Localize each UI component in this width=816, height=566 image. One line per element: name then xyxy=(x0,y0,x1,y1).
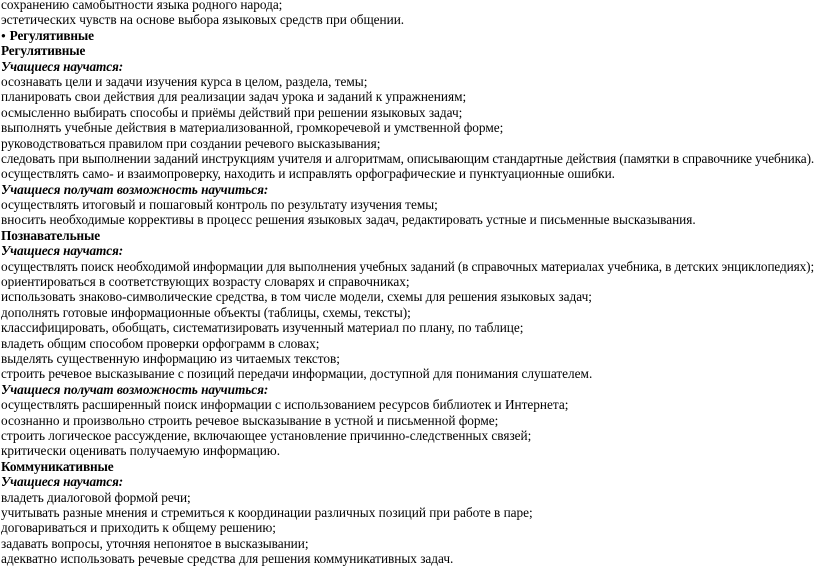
text-line: осознавать цели и задачи изучения курса в целом, раздела, темы; xyxy=(1,73,368,89)
text-line: вносить необходимые коррективы в процесс решения языковых задач, редактировать устные и письменные высказывания. xyxy=(1,212,696,228)
bullet-heading: ● Регулятивные xyxy=(0,28,816,43)
text-line: договариваться и приходить к общему решению; xyxy=(1,520,276,536)
subheading: Учащиеся научатся: xyxy=(1,243,124,259)
subheading: Учащиеся научатся: xyxy=(1,58,124,74)
text-line: владеть общим способом проверки орфограмм в словах; xyxy=(1,335,320,351)
text-line: осознанно и произвольно строить речевое высказывание в устной и письменной форме; xyxy=(1,412,499,428)
text-line: выполнять учебные действия в материализованной, громкоречевой и умственной форме; xyxy=(1,120,504,136)
text-line: критически оценивать получаемую информацию. xyxy=(1,443,280,459)
text-line: выделять существенную информацию из читаемых текстов; xyxy=(1,350,340,366)
text-line: осуществлять само- и взаимопроверку, находить и исправлять орфографические и пунктуационные ошибки. xyxy=(1,166,615,182)
subheading: Учащиеся получат возможность научиться: xyxy=(1,181,269,197)
text-line: осмысленно выбирать способы и приёмы действий при решении языковых задач; xyxy=(1,104,463,120)
text-line: эстетических чувств на основе выбора языковых средств при общении. xyxy=(1,12,405,28)
text-line: дополнять готовые информационные объекты (таблицы, схемы, тексты); xyxy=(1,304,411,320)
subheading: Учащиеся научатся: xyxy=(1,474,124,490)
text-line: учитывать разные мнения и стремиться к координации различных позиций при работе в паре; xyxy=(1,504,533,520)
section-heading: Регулятивные xyxy=(1,43,86,59)
text-line: осуществлять расширенный поиск информации с использованием ресурсов библиотек и Интернета; xyxy=(1,397,569,413)
text-line: классифицировать, обобщать, систематизировать изученный материал по плану, по таблице; xyxy=(1,320,524,336)
text-line: осуществлять поиск необходимой информации для выполнения учебных заданий (в справочных материалах учебника, в детских энциклопедиях); xyxy=(1,258,815,274)
text-line: использовать знаково-символические средства, в том числе модели, схемы для решения языковых задач; xyxy=(1,289,592,305)
text-line: задавать вопросы, уточняя непонятое в высказывании; xyxy=(1,535,309,551)
text-line: руководствоваться правилом при создании речевого высказывания; xyxy=(1,135,381,151)
text-line: планировать свои действия для реализации задач урока и заданий к упражнениям; xyxy=(1,89,467,105)
text-line: следовать при выполнении заданий инструкциям учителя и алгоритмам, описывающим стандартные действия (памятки в справочнике учебника). xyxy=(1,150,815,166)
text-line: адекватно использовать речевые средства для решения коммуникативных задач. xyxy=(1,551,454,566)
subheading: Учащиеся получат возможность научиться: xyxy=(1,381,269,397)
section-heading: Коммуникативные xyxy=(1,458,114,474)
text-line: строить логическое рассуждение, включающее установление причинно-следственных связей; xyxy=(1,427,532,443)
text-line: сохранению самобытности языка родного народа; xyxy=(1,0,283,12)
section-heading: Познавательные xyxy=(1,227,100,243)
text-line: строить речевое высказывание с позиций передачи информации, доступной для понимания слушателем. xyxy=(1,366,593,382)
text-line: осуществлять итоговый и пошаговый контроль по результату изучения темы; xyxy=(1,197,438,213)
text-line: ориентироваться в соответствующих возрасту словарях и справочниках; xyxy=(1,274,410,290)
text-line: владеть диалоговой формой речи; xyxy=(1,489,191,505)
